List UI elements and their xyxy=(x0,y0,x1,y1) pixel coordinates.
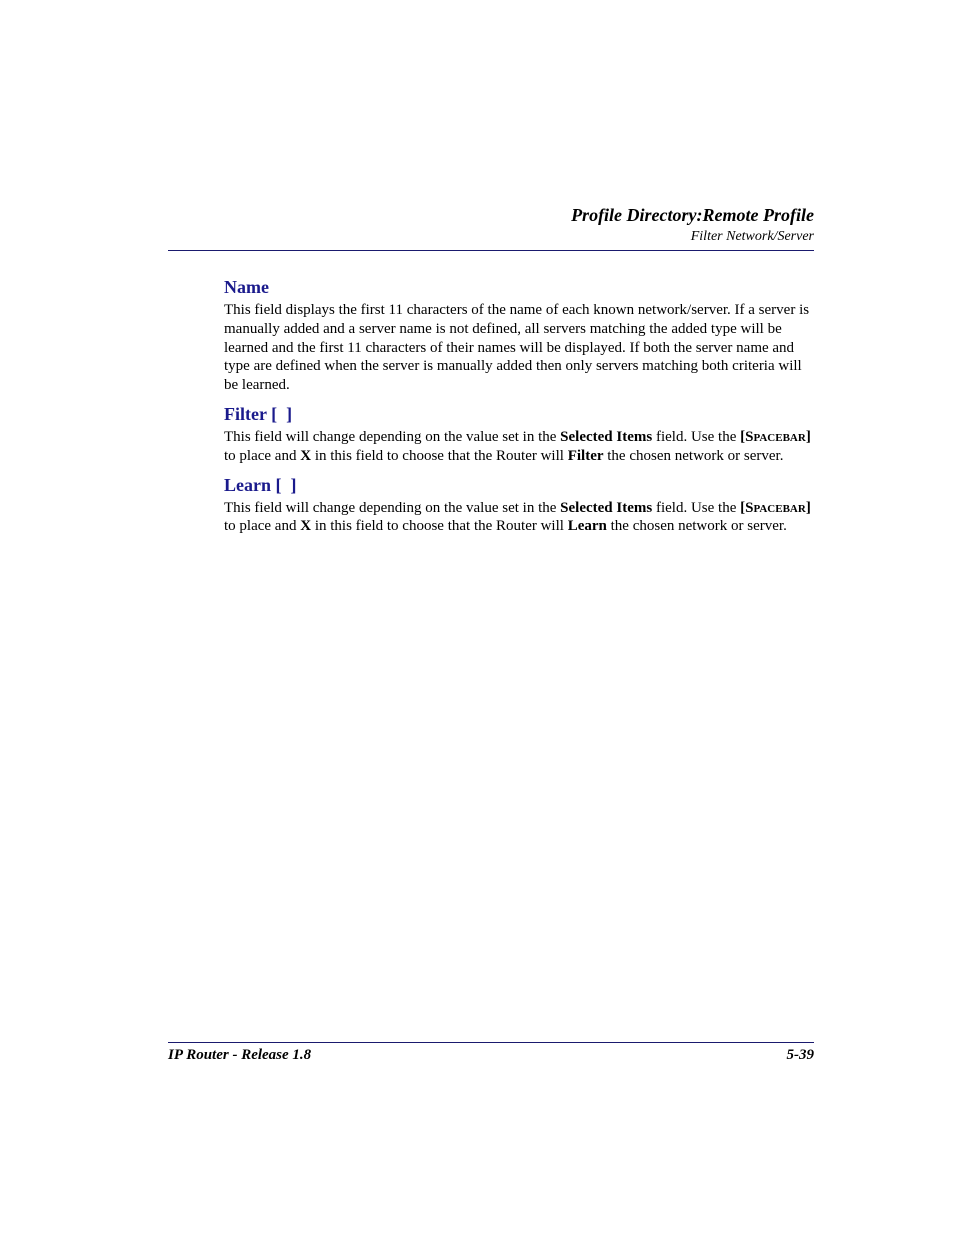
body-text: field. Use the xyxy=(652,499,741,516)
section-subtitle: Filter Network/Server xyxy=(690,229,814,244)
symbol-x: X xyxy=(300,518,312,535)
body-text: field. Use the xyxy=(652,428,741,445)
product-release: IP Router - Release 1.8 xyxy=(168,1047,312,1063)
section-filter xyxy=(224,403,816,466)
section-heading-name: Name xyxy=(224,277,269,297)
page-content xyxy=(224,276,816,544)
key-ref-spacebar: [Spacebar] xyxy=(740,499,811,516)
body-text: to place and xyxy=(224,518,301,535)
section-body-name xyxy=(224,301,816,395)
footer-divider xyxy=(168,1042,814,1043)
section-heading-learn: Learn [ ] xyxy=(224,474,297,495)
key-ref-spacebar: [Spacebar] xyxy=(740,428,811,445)
body-text: in this field to choose that the Router will xyxy=(311,447,568,464)
action-ref-learn: Learn xyxy=(567,518,607,535)
body-text: This field will change depending on the value set in the xyxy=(224,499,561,516)
symbol-x: X xyxy=(300,447,312,464)
body-text: in this field to choose that the Router will xyxy=(311,518,568,535)
body-text: the chosen network or server. xyxy=(603,447,784,464)
body-text: This field displays the first 11 characters of the name of each known network/server. If a server is manually added and a server name is not defined, all servers matching the added type will be learned and the first 11 characters of their names will be displayed. If both the server name and type are defined when the server is manually added then only servers matching both criteria will be learned. xyxy=(224,302,810,394)
chapter-title: Profile Directory:Remote Profile xyxy=(571,205,814,225)
header-divider xyxy=(168,250,814,251)
field-ref-selected-items: Selected Items xyxy=(560,499,653,516)
section-body-filter xyxy=(224,428,816,466)
section-learn xyxy=(224,474,816,537)
page-number: 5-39 xyxy=(786,1047,814,1063)
section-heading-filter: Filter [ ] xyxy=(224,403,293,424)
body-text: to place and xyxy=(224,447,301,464)
section-body-learn xyxy=(224,499,816,537)
action-ref-filter: Filter xyxy=(567,447,604,464)
running-header xyxy=(168,203,814,246)
body-text: the chosen network or server. xyxy=(606,518,787,535)
body-text: This field will change depending on the value set in the xyxy=(224,428,561,445)
field-ref-selected-items: Selected Items xyxy=(560,428,653,445)
section-name xyxy=(224,276,816,395)
